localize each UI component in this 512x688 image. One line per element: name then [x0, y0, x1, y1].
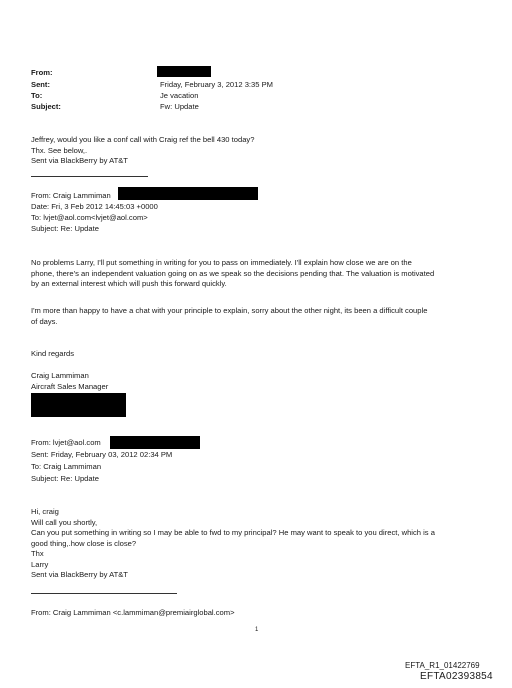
bates-ref-2: EFTA02393854 — [420, 671, 493, 682]
body-line: No problems Larry, I'll put something in writing for you to pass on immediately. I'll explain how close we are on the — [31, 258, 412, 267]
signature-name: Craig Lammiman — [31, 371, 89, 380]
from-label: From: — [31, 68, 53, 77]
page-number: 1 — [255, 627, 259, 633]
signature-title: Aircraft Sales Manager — [31, 382, 109, 391]
body1-paragraph-2 — [31, 306, 427, 327]
body-line: Can you put something in writing so I may be able to fwd to my principal? He may want to speak to you direct, which is a — [31, 528, 435, 537]
to-value: Je vacation — [160, 91, 199, 100]
body-line: good thing,.how close is close? — [31, 538, 137, 548]
redaction-block — [31, 393, 126, 417]
forward1-date: Date: Fri, 3 Feb 2012 14:45:03 +0000 — [31, 202, 158, 211]
kind-regards: Kind regards — [31, 349, 75, 358]
sent-label: Sent: — [31, 80, 50, 89]
message-line: Thx. See below,. — [31, 145, 88, 155]
body2 — [31, 507, 435, 581]
separator-line — [31, 593, 177, 594]
message-line: Jeffrey, would you like a conf call with Craig ref the bell 430 today? — [31, 135, 255, 144]
body-line: Thx — [31, 549, 44, 558]
forward2-subject: Subject: Re: Update — [31, 474, 99, 483]
message-line: Sent via BlackBerry by AT&T — [31, 156, 128, 165]
body-line: Sent via BlackBerry by AT&T — [31, 570, 128, 579]
body-line: Hi, craig — [31, 507, 59, 516]
to-label: To: — [31, 91, 43, 100]
body-line: by an external interest which will push this forward quickly. — [31, 279, 227, 288]
forward1-to: To: lvjet@aol.com<lvjet@aol.com> — [31, 213, 148, 222]
body-line: phone, there's an independent valuation going on as we speak so the decisions pending that. The valuation is motivated — [31, 268, 435, 278]
subject-value: Fw: Update — [160, 102, 199, 111]
body-line: Will call you shortly, — [31, 517, 98, 527]
forward1-subject: Subject: Re: Update — [31, 224, 99, 233]
subject-label: Subject: — [31, 102, 61, 111]
message-body-1 — [31, 135, 254, 167]
redaction-block — [157, 66, 211, 77]
redaction-block — [110, 436, 200, 449]
forward3-from: From: Craig Lammiman <c.lammiman@premiairglobal.com> — [31, 608, 235, 617]
forward2-to: To: Craig Lammiman — [31, 462, 102, 471]
sent-value: Friday, February 3, 2012 3:35 PM — [160, 80, 273, 89]
forward1-from: From: Craig Lammiman — [31, 191, 111, 200]
bates-ref-1: EFTA_R1_01422769 — [405, 661, 480, 670]
body-line: I'm more than happy to have a chat with your principle to explain, sorry about the other night, its been a difficult couple — [31, 306, 428, 315]
body-line: Larry — [31, 559, 49, 569]
forward2-from: From: lvjet@aol.com — [31, 438, 101, 447]
redaction-block — [118, 187, 258, 200]
forward2-sent: Sent: Friday, February 03, 2012 02:34 PM — [31, 450, 173, 459]
body-line: of days. — [31, 316, 58, 326]
separator-line — [31, 176, 148, 177]
body1-paragraph-1 — [31, 258, 434, 290]
